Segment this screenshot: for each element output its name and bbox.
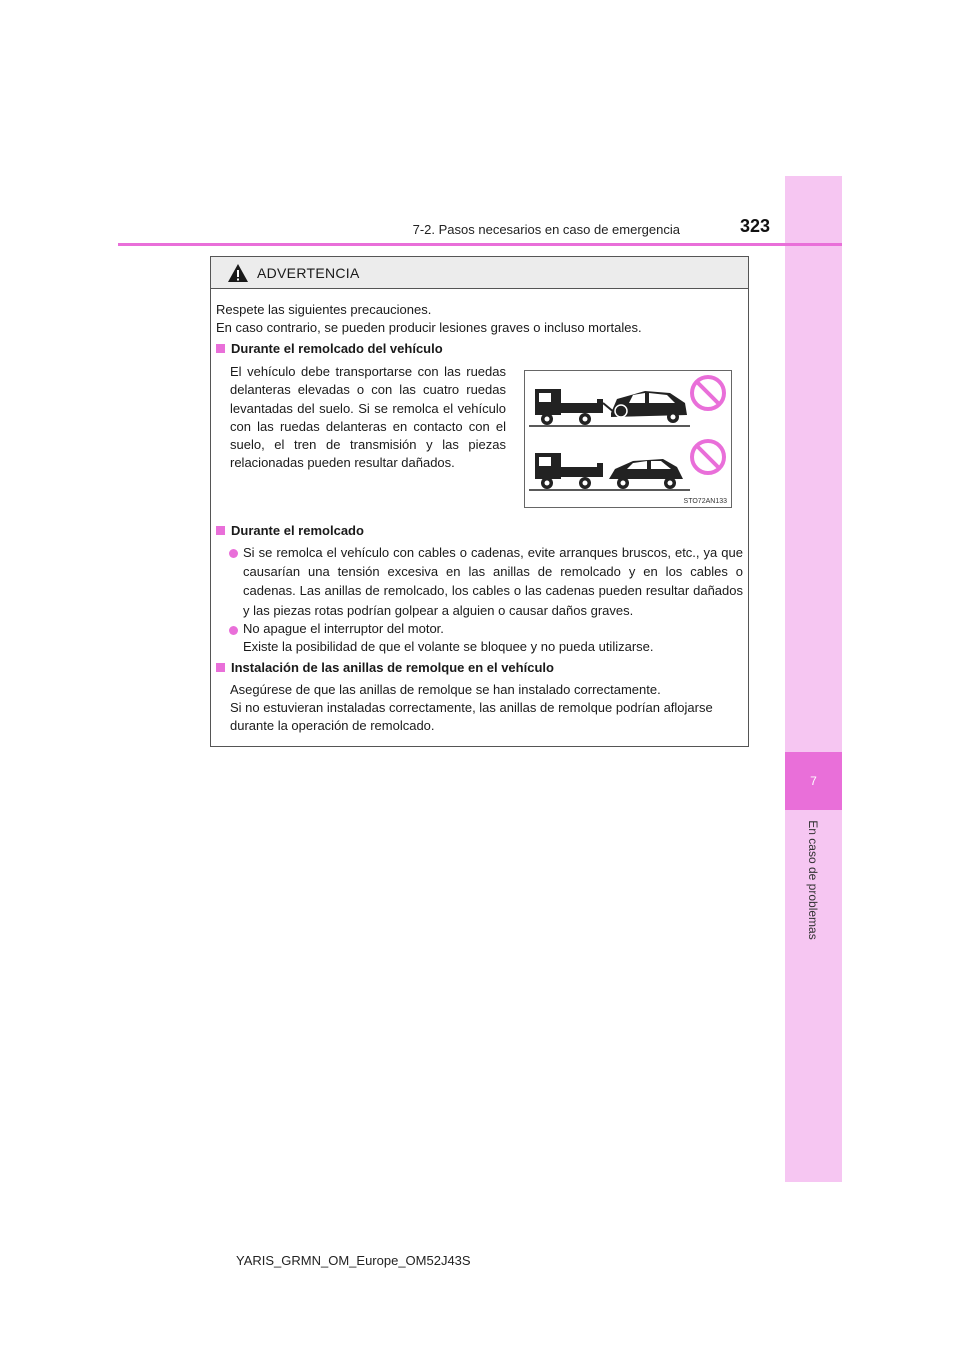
chapter-side-tab: [785, 176, 842, 1182]
section-heading-during-towing: [216, 523, 364, 538]
square-bullet-icon: [216, 663, 225, 672]
tow-truck-icon: [535, 389, 615, 425]
section1-paragraph: El vehículo debe transportarse con las ruedas delanteras elevadas o con las cuatro ruedas levantadas del suelo. Si se remolca el vehículo con las ruedas delanteras en contacto con el suelo, el tren de transmisión y las piezas relacionadas pueden resultar dañados.: [230, 364, 506, 471]
bullet2-line-2: Existe la posibilidad de que el volante se bloquee y no pueda utilizarse.: [243, 639, 654, 654]
warning-header: [211, 257, 748, 289]
bullet2-line-1: No apague el interruptor del motor.: [243, 621, 444, 636]
section-heading-text: Instalación de las anillas de remolque en el vehículo: [231, 660, 554, 675]
chapter-number-tab: [785, 752, 842, 810]
section3-line-1: Asegúrese de que las anillas de remolque se han instalado correctamente.: [230, 682, 661, 697]
section3-paragraph: [230, 681, 743, 735]
warning-intro: [216, 301, 746, 336]
document-code-footer: YARIS_GRMN_OM_Europe_OM52J43S: [236, 1253, 471, 1268]
bullet-paragraph-1: Si se remolca el vehículo con cables o cadenas, evite arranques bruscos, etc., ya que causarían una tensión excesiva en las anillas de remolcado y en los cables o cadenas. Las anillas de remolcado, los cables o las cadenas pueden resultar dañados y las piezas rotas podrían golpear a alguien o causar daños graves.: [243, 545, 743, 618]
section-heading-text: Durante el remolcado del vehículo: [231, 341, 443, 356]
square-bullet-icon: [216, 526, 225, 535]
bullet-paragraph-2: [243, 620, 743, 656]
circle-bullet-icon: [229, 626, 238, 635]
tow-truck-icon: [535, 453, 603, 489]
header-section-title: 7-2. Pasos necesarios en caso de emergencia: [412, 222, 680, 237]
intro-line-1: Respete las siguientes precauciones.: [216, 302, 432, 317]
prohibited-icon: [692, 377, 724, 409]
section-heading-tow-rings: [216, 660, 554, 675]
figure-caption: STO72AN133: [683, 498, 727, 505]
warning-title: ADVERTENCIA: [257, 264, 360, 281]
car-icon: [611, 391, 687, 423]
section-heading-text: Durante el remolcado: [231, 523, 364, 538]
intro-line-2: En caso contrario, se pueden producir lesiones graves o incluso mortales.: [216, 319, 642, 335]
tow-truck-illustration: [525, 371, 731, 491]
square-bullet-icon: [216, 344, 225, 353]
prohibited-icon: [692, 441, 724, 473]
chapter-label: En caso de problemas: [806, 820, 820, 940]
section3-line-2: Si no estuvieran instaladas correctamente, las anillas de remolque podrían aflojarse durante la operación de remolcado.: [230, 700, 713, 733]
section-heading-towing-vehicle: [216, 341, 443, 356]
chapter-number: 7: [810, 774, 817, 788]
header-rule: [118, 243, 842, 246]
towing-illustration: [524, 370, 732, 508]
page-number: 323: [740, 216, 771, 236]
warning-triangle-icon: [227, 263, 249, 283]
car-icon: [609, 459, 683, 489]
circle-bullet-icon: [229, 549, 238, 558]
